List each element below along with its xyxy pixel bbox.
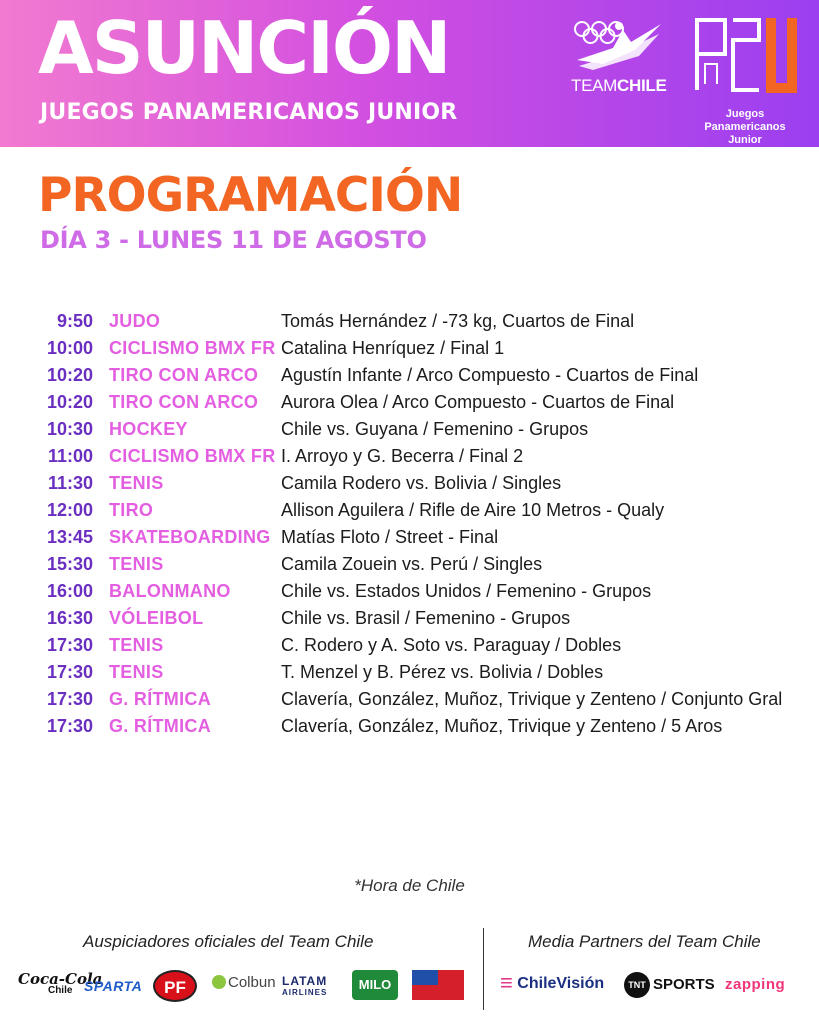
flag-blue-block	[412, 970, 438, 985]
event-detail: Catalina Henríquez / Final 1	[281, 338, 505, 358]
schedule-row	[0, 389, 819, 416]
pf-logo: PF	[153, 970, 197, 1002]
event-sport: VÓLEIBOL	[109, 608, 204, 628]
event-time: 17:30	[46, 635, 93, 655]
schedule-row	[0, 335, 819, 362]
asu-2025-logo	[690, 14, 800, 146]
colbun-logo: Colbun	[212, 974, 276, 991]
event-time: 9:50	[56, 311, 93, 331]
schedule-row	[0, 713, 819, 740]
brand-subtitle: JUEGOS PANAMERICANOS JUNIOR	[40, 100, 458, 125]
event-sport: G. RÍTMICA	[109, 689, 211, 709]
team-chile-label: TEAMCHILE	[571, 76, 667, 95]
flag-red-bar	[412, 985, 464, 1000]
chilevision-icon: ≡	[500, 970, 513, 995]
event-time: 17:30	[46, 689, 93, 709]
sparta-logo: SPARTA	[84, 978, 143, 994]
event-time: 12:00	[46, 500, 93, 520]
page-title: PROGRAMACIÓN	[38, 168, 463, 223]
event-detail: Chile vs. Brasil / Femenino - Grupos	[281, 608, 571, 628]
coca-cola-logo: Coca-Cola Chile	[18, 970, 103, 996]
event-sport: TENIS	[109, 662, 164, 682]
header-banner	[0, 0, 819, 147]
event-time: 16:00	[46, 581, 93, 601]
milo-logo: MILO	[352, 970, 398, 1000]
asu-mark-icon	[693, 14, 797, 94]
latam-logo: LATAM AIRLINES	[282, 974, 328, 997]
schedule-row	[0, 308, 819, 335]
gobierno-chile-logo	[412, 970, 464, 1000]
event-sport: BALONMANO	[109, 581, 231, 601]
event-sport: TIRO CON ARCO	[109, 365, 259, 385]
event-time: 11:30	[47, 473, 93, 493]
event-sport: G. RÍTMICA	[109, 716, 211, 736]
schedule-row	[0, 524, 819, 551]
page-subtitle: DÍA 3 - LUNES 11 DE AGOSTO	[40, 226, 427, 254]
event-detail: Agustín Infante / Arco Compuesto - Cuartos de Final	[281, 365, 699, 385]
schedule-row	[0, 470, 819, 497]
event-detail: Camila Rodero vs. Bolivia / Singles	[281, 473, 562, 493]
schedule-row	[0, 551, 819, 578]
event-time: 10:20	[46, 392, 93, 412]
event-time: 16:30	[46, 608, 93, 628]
event-sport: TIRO	[109, 500, 154, 520]
event-time: 11:00	[47, 446, 93, 466]
colbun-leaf-icon	[212, 975, 226, 989]
event-detail: I. Arroyo y G. Becerra / Final 2	[281, 446, 524, 466]
event-time: 13:45	[46, 527, 93, 547]
event-detail: Tomás Hernández / -73 kg, Cuartos de Final	[281, 311, 635, 331]
olympic-rings-icon	[573, 20, 625, 46]
media-partners-title: Media Partners del Team Chile	[528, 932, 761, 951]
schedule-row	[0, 416, 819, 443]
event-time: 17:30	[46, 716, 93, 736]
event-time: 10:20	[46, 365, 93, 385]
event-detail: Allison Aguilera / Rifle de Aire 10 Metros - Qualy	[281, 500, 665, 520]
tnt-sports-logo: TNT SPORTS	[624, 972, 715, 998]
event-detail: Camila Zouein vs. Perú / Singles	[281, 554, 543, 574]
event-sport: CICLISMO BMX FR	[109, 338, 276, 358]
event-time: 17:30	[46, 662, 93, 682]
event-detail: C. Rodero y A. Soto vs. Paraguay / Dobles	[281, 635, 622, 655]
zapping-logo: zapping	[725, 976, 786, 993]
event-detail: Chile vs. Estados Unidos / Femenino - Grupos	[281, 581, 652, 601]
event-time: 10:30	[46, 419, 93, 439]
schedule-row	[0, 605, 819, 632]
schedule-row	[0, 443, 819, 470]
event-sport: SKATEBOARDING	[109, 527, 271, 547]
event-detail: T. Menzel y B. Pérez vs. Bolivia / Dobles	[281, 662, 604, 682]
asuncion-logo-text: ASUNCIÓN	[38, 6, 450, 90]
schedule-row	[0, 578, 819, 605]
flag-red-block	[438, 970, 464, 985]
event-sport: TIRO CON ARCO	[109, 392, 259, 412]
event-time: 10:00	[46, 338, 93, 358]
schedule-row	[0, 497, 819, 524]
event-detail: Aurora Olea / Arco Compuesto - Cuartos de Final	[281, 392, 675, 412]
schedule-row	[0, 686, 819, 713]
team-chile-logo	[565, 20, 670, 130]
schedule-row	[0, 659, 819, 686]
event-sport: TENIS	[109, 635, 164, 655]
event-sport: JUDO	[109, 311, 161, 331]
event-sport: TENIS	[109, 554, 164, 574]
event-sport: HOCKEY	[109, 419, 188, 439]
sponsors-title: Auspiciadores oficiales del Team Chile	[83, 932, 374, 951]
event-detail: Clavería, González, Muñoz, Trivique y Zenteno / 5 Aros	[281, 716, 723, 736]
event-detail: Matías Floto / Street - Final	[281, 527, 499, 547]
event-sport: CICLISMO BMX FR	[109, 446, 276, 466]
schedule-row	[0, 362, 819, 389]
event-time: 15:30	[46, 554, 93, 574]
event-sport: TENIS	[109, 473, 164, 493]
event-detail: Clavería, González, Muñoz, Trivique y Zenteno / Conjunto Gral	[281, 689, 783, 709]
chilevision-logo: ≡ ChileVisión	[500, 970, 605, 995]
asu-logo-label: Juegos Panamericanos Junior	[704, 108, 786, 146]
footer-divider	[483, 928, 484, 1010]
event-detail: Chile vs. Guyana / Femenino - Grupos	[281, 419, 589, 439]
timezone-note: *Hora de Chile	[354, 876, 465, 895]
schedule-row	[0, 632, 819, 659]
